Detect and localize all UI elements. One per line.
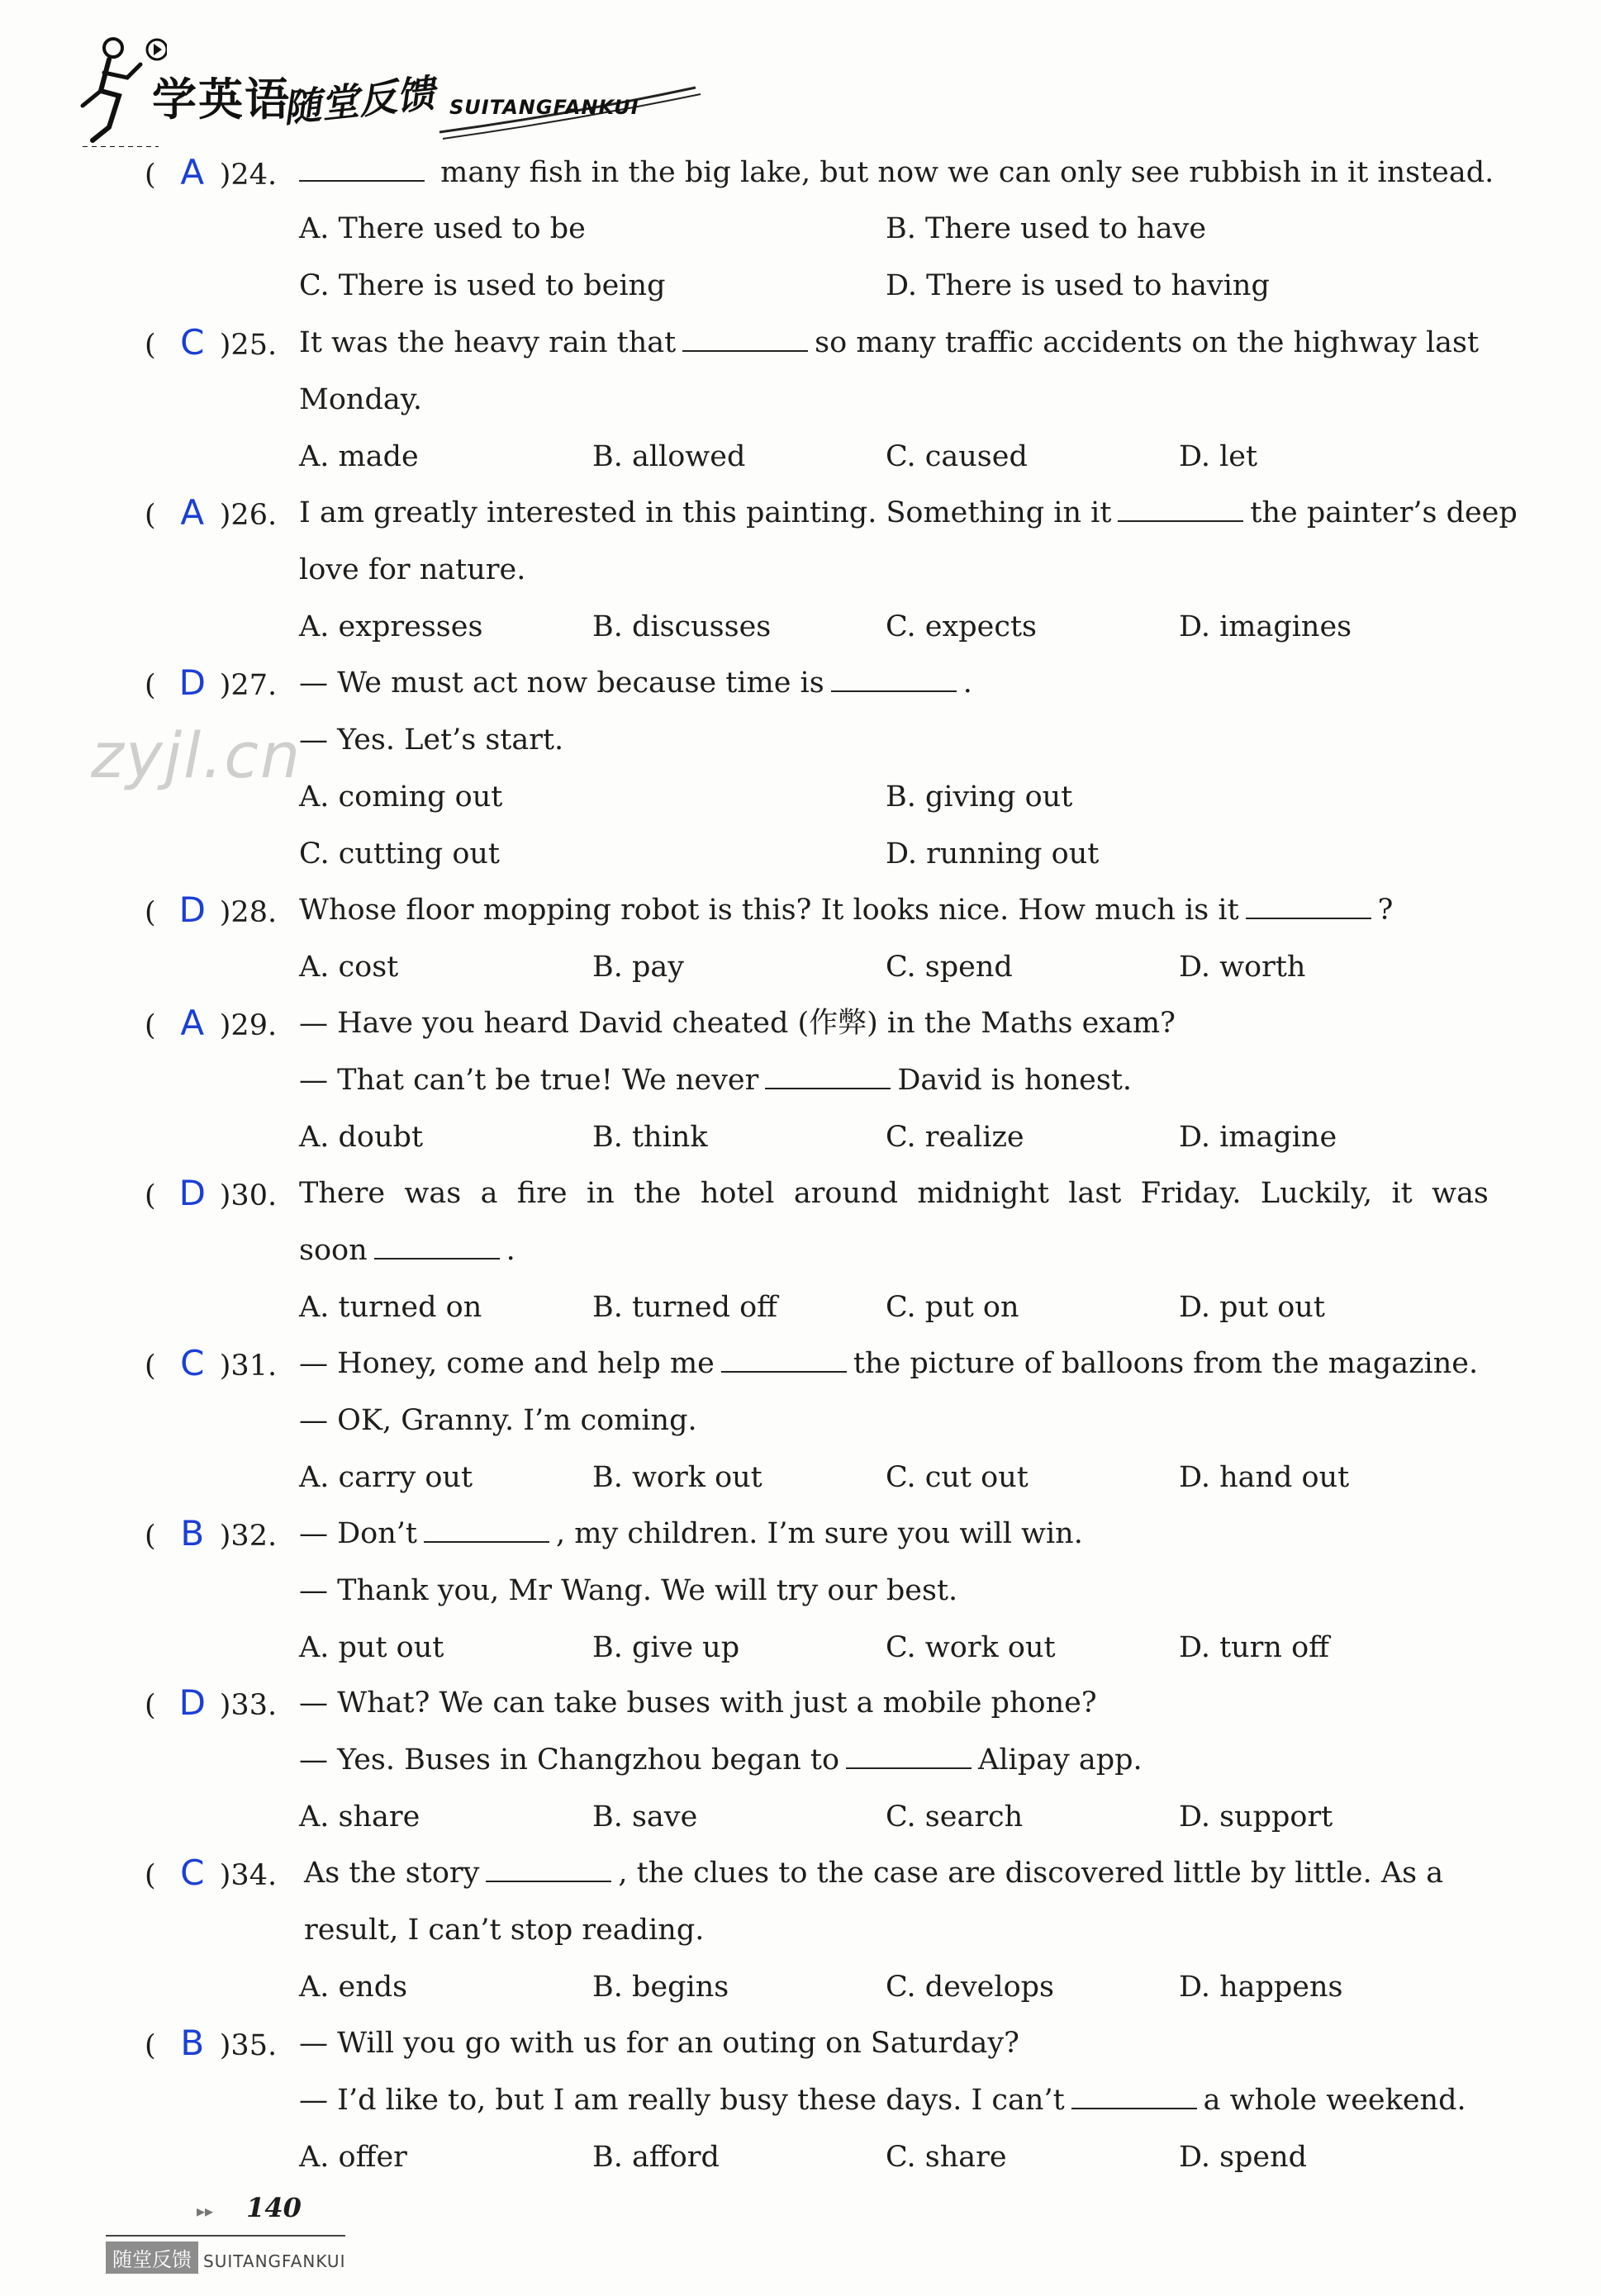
header-subtitle: 随堂反馈 xyxy=(280,70,437,131)
watermark: zyjl.cn xyxy=(91,719,302,792)
option-d: D. imagine xyxy=(1179,1121,1337,1154)
question-number: )28. xyxy=(219,896,278,929)
answer-blank xyxy=(1071,2085,1197,2109)
question-number: )26. xyxy=(219,499,278,532)
option-a: A. offer xyxy=(299,2141,407,2174)
question-stem: — Have you heard David cheated (作弊) in the Maths exam? xyxy=(299,1007,1176,1040)
answer-slot: ( C )25. xyxy=(145,322,278,363)
option-c: C. cutting out xyxy=(299,837,501,870)
option-b: B. pay xyxy=(592,951,685,984)
option-b: B. give up xyxy=(592,1631,740,1664)
question-stem-cont: result, I can’t stop reading. xyxy=(304,1914,705,1947)
option-b: B. save xyxy=(592,1800,698,1833)
option-c: C. realize xyxy=(886,1121,1024,1154)
answer-blank xyxy=(424,1518,549,1543)
option-d: D. spend xyxy=(1179,2141,1308,2174)
option-c: C. expects xyxy=(886,610,1037,643)
option-b: B. afford xyxy=(592,2141,720,2174)
option-b: B. work out xyxy=(592,1461,762,1494)
option-a: A. doubt xyxy=(299,1121,424,1154)
answer-blank xyxy=(1118,497,1243,522)
option-a: A. expresses xyxy=(299,610,483,643)
option-d: D. hand out xyxy=(1179,1461,1350,1494)
option-d: D. let xyxy=(1179,440,1258,473)
option-a: A. ends xyxy=(299,1971,408,2004)
question-number: )34. xyxy=(219,1859,278,1892)
option-d: D. imagines xyxy=(1179,610,1352,643)
page-number: ▸▸ 140 xyxy=(197,2192,302,2223)
answer-mark: D xyxy=(178,889,206,930)
option-d: D. happens xyxy=(1179,1971,1343,2004)
answer-blank xyxy=(374,1235,500,1259)
page-footer xyxy=(106,2192,453,2283)
answer-mark: D xyxy=(178,662,206,703)
question-number: )24. xyxy=(219,159,278,192)
option-a: A. cost xyxy=(299,951,399,984)
question-stem: — We must act now because time is . xyxy=(299,667,972,700)
option-d: D. put out xyxy=(1179,1291,1325,1324)
option-c: C. put on xyxy=(886,1291,1019,1324)
answer-slot: ( A )29. xyxy=(145,1003,278,1043)
question-stem: Whose floor mopping robot is this? It looks nice. How much is it ? xyxy=(299,894,1394,927)
answer-slot: ( D )33. xyxy=(145,1682,278,1723)
answer-slot: ( D )27. xyxy=(145,662,278,703)
answer-slot: ( D )28. xyxy=(145,889,278,930)
option-b: B. think xyxy=(592,1121,708,1154)
option-c: C. spend xyxy=(886,951,1013,984)
question-number: )32. xyxy=(219,1520,278,1553)
answer-slot: ( A )26. xyxy=(145,492,278,533)
question-stem: As the story , the clues to the case are discovered little by little. As a xyxy=(304,1857,1444,1890)
answer-blank xyxy=(682,327,808,352)
question-stem-cont: — I’d like to, but I am really busy these days. I can’t a whole weekend. xyxy=(299,2084,1466,2117)
question-stem: — Will you go with us for an outing on Saturday? xyxy=(299,2027,1019,2060)
question-number: )31. xyxy=(219,1350,278,1383)
question-stem: — Honey, come and help me the picture of balloons from the magazine. xyxy=(299,1347,1479,1380)
answer-blank xyxy=(486,1857,611,1882)
footer-divider xyxy=(106,2235,345,2237)
answer-mark: B xyxy=(180,2023,205,2063)
page-header xyxy=(76,23,671,147)
option-d: D. There is used to having xyxy=(886,269,1270,302)
option-c: C. develops xyxy=(886,1971,1055,2004)
question-number: )25. xyxy=(219,329,278,362)
question-number: )35. xyxy=(219,2029,278,2062)
question-stem-cont: — OK, Granny. I’m coming. xyxy=(299,1404,697,1437)
answer-mark: B xyxy=(180,1513,205,1554)
header-title: 学英语 xyxy=(152,74,291,126)
option-d: D. worth xyxy=(1179,951,1306,984)
answer-slot: ( D )30. xyxy=(145,1173,278,1213)
footer-pinyin: SUITANGFANKUI xyxy=(203,2251,346,2271)
option-c: C. share xyxy=(886,2141,1007,2174)
question-number: )30. xyxy=(219,1179,278,1212)
option-b: B. turned off xyxy=(592,1291,778,1324)
answer-mark: D xyxy=(178,1682,206,1723)
option-c: C. work out xyxy=(886,1631,1056,1664)
footer-label: 随堂反馈 xyxy=(106,2241,198,2274)
question-stem: There was a fire in the hotel around midnight last Friday. Luckily, it was xyxy=(299,1177,1489,1210)
option-a: A. made xyxy=(299,440,419,473)
question-stem: It was the heavy rain that so many traffic accidents on the highway last xyxy=(299,326,1480,359)
option-a: A. share xyxy=(299,1800,420,1833)
option-c: C. search xyxy=(886,1800,1024,1833)
question-stem: I am greatly interested in this painting. Something in it the painter’s deep xyxy=(299,496,1518,529)
option-a: A. coming out xyxy=(299,780,503,814)
question-stem-cont: — Yes. Buses in Changzhou began to Alipay app. xyxy=(299,1743,1143,1777)
answer-mark: D xyxy=(178,1173,206,1213)
option-a: A. turned on xyxy=(299,1291,482,1324)
question-stem-cont: love for nature. xyxy=(299,553,526,586)
option-b: B. discusses xyxy=(592,610,772,643)
question-stem-cont: — Yes. Let’s start. xyxy=(299,723,564,757)
option-b: B. giving out xyxy=(886,780,1073,814)
question-stem: — Don’t , my children. I’m sure you will win. xyxy=(299,1517,1083,1550)
answer-blank xyxy=(765,1065,891,1089)
answer-mark: C xyxy=(180,1343,205,1383)
answer-blank xyxy=(721,1348,847,1373)
answer-slot: ( B )35. xyxy=(145,2023,278,2063)
answer-blank xyxy=(831,667,957,692)
answer-slot: ( C )34. xyxy=(145,1852,278,1893)
question-stem: many fish in the big lake, but now we can only see rubbish in it instead. xyxy=(299,154,1494,192)
answer-mark: A xyxy=(180,1003,205,1043)
answer-mark: A xyxy=(180,492,205,533)
option-d: D. turn off xyxy=(1179,1631,1330,1664)
answer-mark: C xyxy=(180,322,205,363)
option-b: B. allowed xyxy=(592,440,746,473)
question-number: )33. xyxy=(219,1689,278,1722)
question-stem-cont: soon . xyxy=(299,1234,515,1267)
header-pinyin: SUITANGFANKUI xyxy=(449,96,639,119)
question-stem-cont: — Thank you, Mr Wang. We will try our best. xyxy=(299,1574,958,1607)
answer-slot: ( A )24. xyxy=(145,152,278,192)
option-c: C. cut out xyxy=(886,1461,1029,1494)
answer-slot: ( C )31. xyxy=(145,1343,278,1383)
answer-blank xyxy=(1246,894,1371,919)
answer-blank xyxy=(846,1744,972,1769)
option-a: A. put out xyxy=(299,1631,444,1664)
question-number: )29. xyxy=(219,1009,278,1042)
answer-slot: ( B )32. xyxy=(145,1513,278,1554)
option-a: A. There used to be xyxy=(299,212,586,245)
question-stem-cont: Monday. xyxy=(299,383,422,416)
answer-blank xyxy=(299,157,425,182)
option-c: C. caused xyxy=(886,440,1028,473)
option-d: D. support xyxy=(1179,1800,1333,1833)
arrow-icon: ▸▸ xyxy=(197,2201,214,2221)
question-stem-cont: — That can’t be true! We never David is honest. xyxy=(299,1064,1133,1097)
option-a: A. carry out xyxy=(299,1461,473,1494)
option-d: D. running out xyxy=(886,837,1100,870)
answer-mark: A xyxy=(180,152,205,192)
option-b: B. There used to have xyxy=(886,212,1207,245)
option-b: B. begins xyxy=(592,1971,729,2004)
question-stem: — What? We can take buses with just a mobile phone? xyxy=(299,1686,1097,1720)
question-number: )27. xyxy=(219,669,278,702)
answer-mark: C xyxy=(180,1852,205,1893)
option-c: C. There is used to being xyxy=(299,269,666,302)
